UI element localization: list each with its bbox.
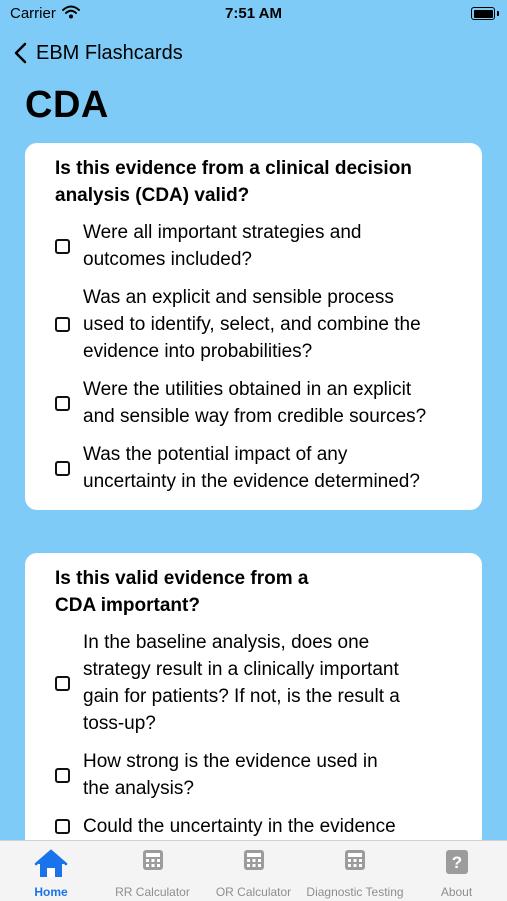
tab-label: Diagnostic Testing	[306, 885, 404, 899]
tab-home[interactable]	[0, 841, 102, 901]
checklist-item[interactable]	[55, 219, 460, 273]
checkbox[interactable]	[55, 768, 70, 783]
status-bar	[0, 0, 507, 30]
checklist-item-text: Was the potential impact of any uncertainty in the evidence determined?	[83, 444, 420, 492]
checkbox[interactable]	[55, 239, 70, 254]
checklist-item[interactable]	[55, 284, 460, 365]
tab-about[interactable]	[406, 841, 507, 901]
checklist-item-text: In the baseline analysis, does one strategy result in a clinically important gain for patients? If not, is the result a toss-up?	[83, 632, 400, 734]
checklist-item-text: How strong is the evidence used in the analysis?	[83, 751, 378, 799]
checklist-item[interactable]	[55, 629, 460, 737]
checklist-item-text: Were all important strategies and outcomes included?	[83, 222, 362, 270]
checklist-item-text: Could the uncertainty in the evidence	[83, 816, 396, 837]
tab-label: OR Calculator	[215, 885, 292, 899]
checklist-item[interactable]	[55, 813, 460, 840]
checklist-item[interactable]	[55, 376, 460, 430]
checkbox[interactable]	[55, 396, 70, 411]
checklist-item[interactable]	[55, 748, 460, 802]
section-heading: Is this evidence from a clinical decision analysis (CDA) valid?	[55, 158, 412, 206]
battery-icon	[471, 7, 495, 20]
checkbox[interactable]	[55, 317, 70, 332]
checkbox[interactable]	[55, 676, 70, 691]
tab-diagnostic-testing[interactable]	[304, 841, 406, 901]
tab-label: Home	[34, 885, 68, 899]
page-title: CDA	[25, 84, 109, 126]
calculator-icon	[243, 849, 265, 876]
validity-card	[25, 143, 482, 510]
importance-card	[25, 553, 482, 873]
svg-text:?: ?	[451, 853, 462, 872]
status-time: 7:51 AM	[225, 5, 282, 22]
back-button-label: EBM Flashcards	[36, 41, 183, 64]
checkbox[interactable]	[55, 461, 70, 476]
question-icon	[445, 849, 469, 880]
checklist-item-text: Were the utilities obtained in an explicit and sensible way from credible sources?	[83, 379, 427, 427]
home-icon	[34, 849, 68, 884]
calculator-icon	[344, 849, 366, 876]
checklist-item[interactable]	[55, 441, 460, 495]
tab-rr-calculator[interactable]	[102, 841, 203, 901]
carrier-label: Carrier	[10, 5, 56, 22]
tab-or-calculator[interactable]	[203, 841, 304, 901]
tab-label: About	[440, 885, 473, 899]
chevron-left-icon	[14, 42, 27, 64]
calculator-icon	[142, 849, 164, 876]
checklist-item-text: Was an explicit and sensible process used to identify, select, and combine the evidence into probabilities?	[83, 287, 421, 362]
back-button[interactable]	[14, 38, 183, 68]
tab-bar	[0, 840, 507, 901]
tab-label: RR Calculator	[115, 885, 190, 899]
section-heading: Is this valid evidence from a CDA important?	[55, 568, 309, 616]
checkbox[interactable]	[55, 819, 70, 834]
